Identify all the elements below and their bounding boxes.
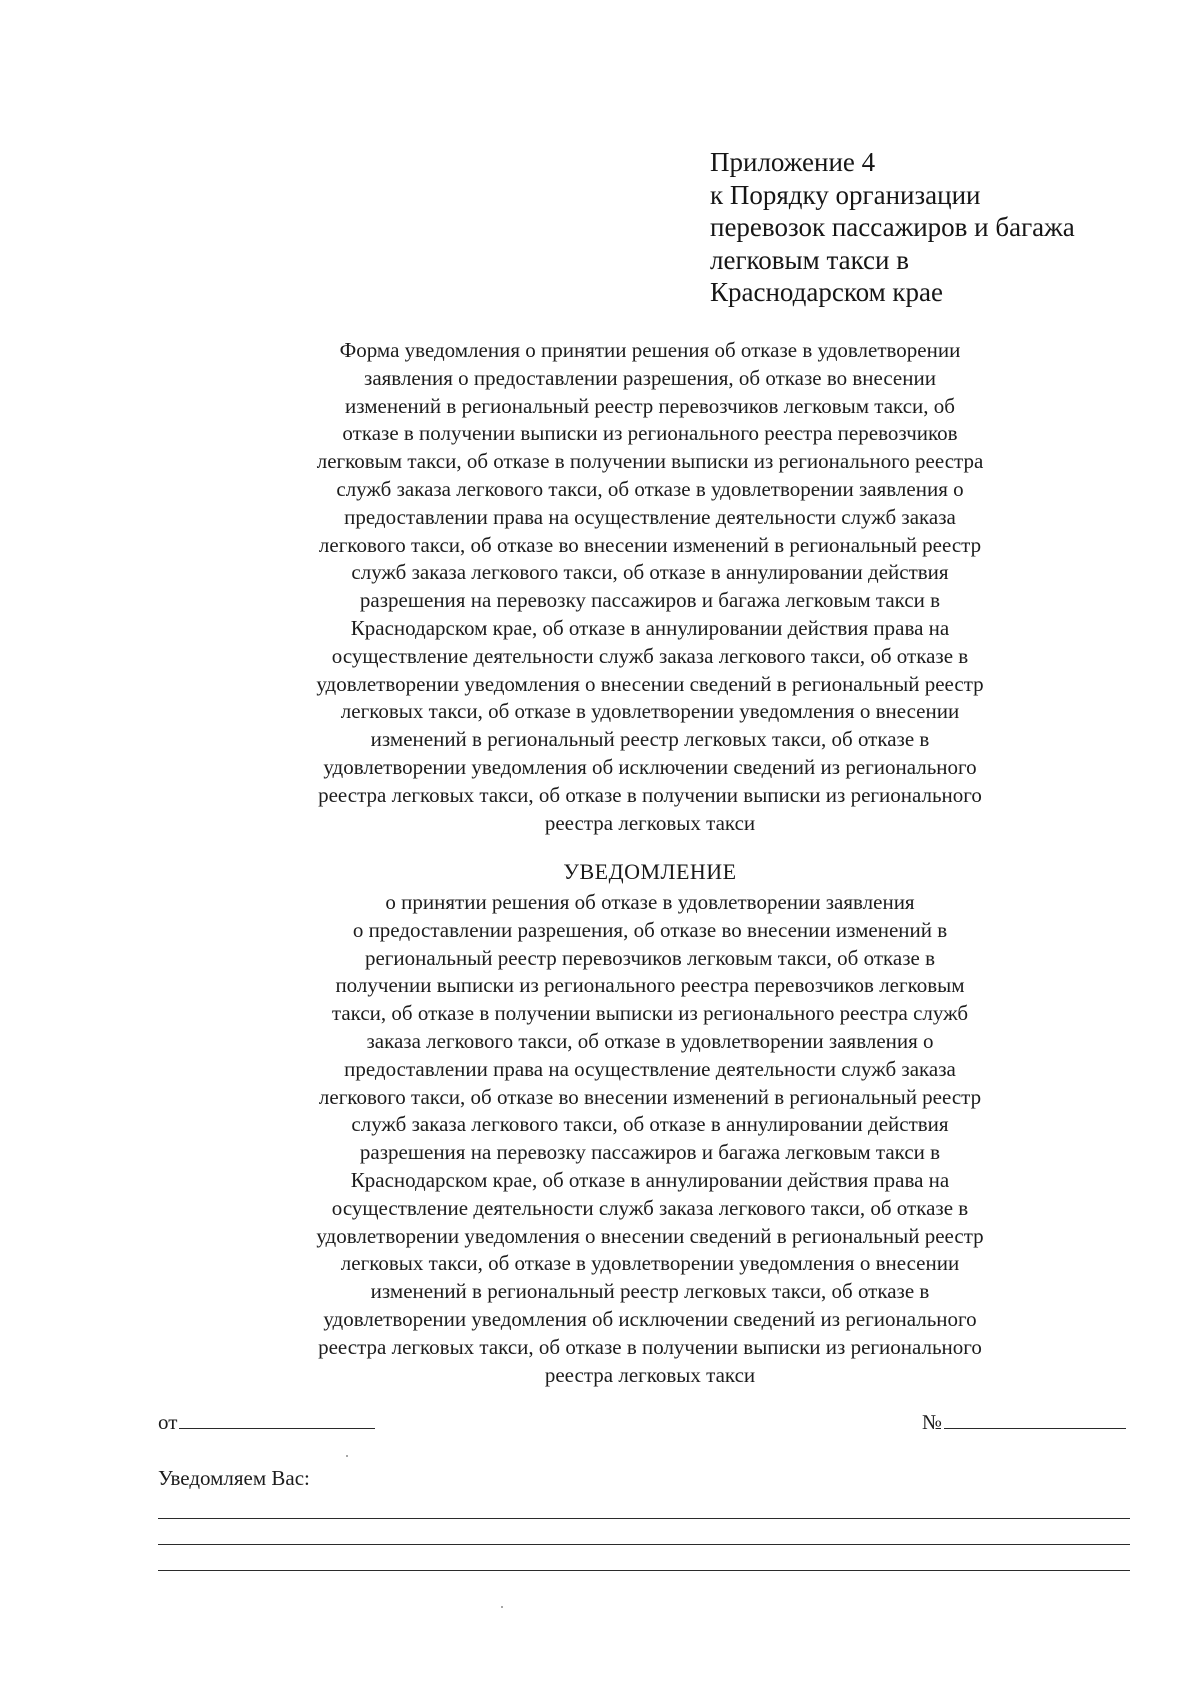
notice-line: такси, об отказе в получении выписки из регионального реестра служб xyxy=(331,1001,969,1026)
appendix-line: легковым такси в xyxy=(710,244,909,275)
form-title-line: легкового такси, об отказе во внесении изменений в региональный реестр xyxy=(318,532,982,557)
notice-line: осуществление деятельности служб заказа легкового такси, об отказе в xyxy=(331,1195,969,1220)
notice-line: легкового такси, об отказе во внесении изменений в региональный реестр xyxy=(318,1084,982,1109)
notify-label: Уведомляем Вас: xyxy=(158,1466,310,1490)
scan-speck xyxy=(346,1455,348,1457)
form-title-line: служб заказа легкового такси, об отказе в аннулировании действия xyxy=(351,560,949,585)
number-field xyxy=(922,1410,1126,1435)
scan-speck xyxy=(501,1606,503,1608)
appendix-line: Краснодарском крае xyxy=(710,277,944,307)
form-title-line: удовлетворении уведомления о внесении сведений в региональный реестр xyxy=(316,671,984,696)
form-title-line: Форма уведомления о принятии решения об отказе в удовлетворении xyxy=(339,338,961,362)
notice-line: легковых такси, об отказе в удовлетворении уведомления о внесении xyxy=(340,1251,960,1276)
notice-line: реестра легковых такси, об отказе в получении выписки из регионального xyxy=(318,1334,982,1359)
appendix-line: перевозок пассажиров и багажа xyxy=(710,212,1075,242)
from-date-blank[interactable] xyxy=(179,1410,375,1429)
form-title-line: реестра легковых такси xyxy=(544,810,756,835)
notice-line: заказа легкового такси, об отказе в удовлетворении заявления о xyxy=(366,1028,934,1053)
form-title-line: заявления о предоставлении разрешения, об отказе во внесении xyxy=(364,365,936,390)
from-label: от xyxy=(158,1410,178,1434)
notice-line: о принятии решения об отказе в удовлетворении заявления xyxy=(385,890,915,914)
notify-text-line[interactable] xyxy=(158,1518,1130,1519)
form-title-line: легковых такси, об отказе в удовлетворении уведомления о внесении xyxy=(340,699,960,724)
appendix-line: к Порядку организации xyxy=(710,179,981,210)
form-title-line: осуществление деятельности служб заказа легкового такси, об отказе в xyxy=(331,643,969,668)
notice-body xyxy=(200,889,1100,1389)
notice-heading: УВЕДОМЛЕНИЕ xyxy=(563,859,737,884)
form-title-line: изменений в региональный реестр перевозчиков легковым такси, об xyxy=(345,393,955,418)
form-title-line: реестра легковых такси, об отказе в получении выписки из регионального xyxy=(318,782,982,807)
form-title-line: изменений в региональный реестр легковых такси, об отказе в xyxy=(370,727,930,752)
form-title-line: предоставлении права на осуществление деятельности служб заказа xyxy=(344,504,956,529)
notice-line: удовлетворении уведомления о внесении сведений в региональный реестр xyxy=(316,1223,984,1248)
from-date-field xyxy=(158,1410,375,1435)
appendix-line: Приложение 4 xyxy=(710,147,876,177)
form-title-line: легковым такси, об отказе в получении выписки из регионального реестра xyxy=(316,449,984,474)
notice-line: разрешения на перевозку пассажиров и багажа легковым такси в xyxy=(359,1140,941,1165)
notify-text-line[interactable] xyxy=(158,1544,1130,1545)
form-title-line: отказе в получении выписки из регионального реестра перевозчиков xyxy=(342,421,958,446)
notice-line: изменений в региональный реестр легковых такси, об отказе в xyxy=(370,1279,930,1304)
notice-line: реестра легковых такси xyxy=(544,1362,756,1387)
notice-line: получении выписки из регионального реестра перевозчиков легковым xyxy=(335,973,965,998)
notice-line: о предоставлении разрешения, об отказе во внесении изменений в xyxy=(352,917,948,942)
appendix-header xyxy=(710,146,1150,309)
notice-line: Краснодарском крае, об отказе в аннулировании действия права на xyxy=(350,1167,950,1192)
form-title xyxy=(200,337,1100,837)
number-label: № xyxy=(922,1410,943,1434)
notice-line: служб заказа легкового такси, об отказе в аннулировании действия xyxy=(351,1112,949,1137)
notice-line: предоставлении права на осуществление деятельности служб заказа xyxy=(344,1056,956,1081)
form-title-line: служб заказа легкового такси, об отказе в удовлетворении заявления о xyxy=(336,476,964,501)
notify-text-line[interactable] xyxy=(158,1570,1130,1571)
notice-line: удовлетворении уведомления об исключении сведений из регионального xyxy=(323,1306,977,1331)
form-title-line: Краснодарском крае, об отказе в аннулировании действия права на xyxy=(350,615,950,640)
form-title-line: удовлетворении уведомления об исключении сведений из регионального xyxy=(323,754,977,779)
number-blank[interactable] xyxy=(944,1410,1126,1429)
notice-line: региональный реестр перевозчиков легковым такси, об отказе в xyxy=(364,945,936,970)
form-title-line: разрешения на перевозку пассажиров и багажа легковым такси в xyxy=(359,588,941,613)
